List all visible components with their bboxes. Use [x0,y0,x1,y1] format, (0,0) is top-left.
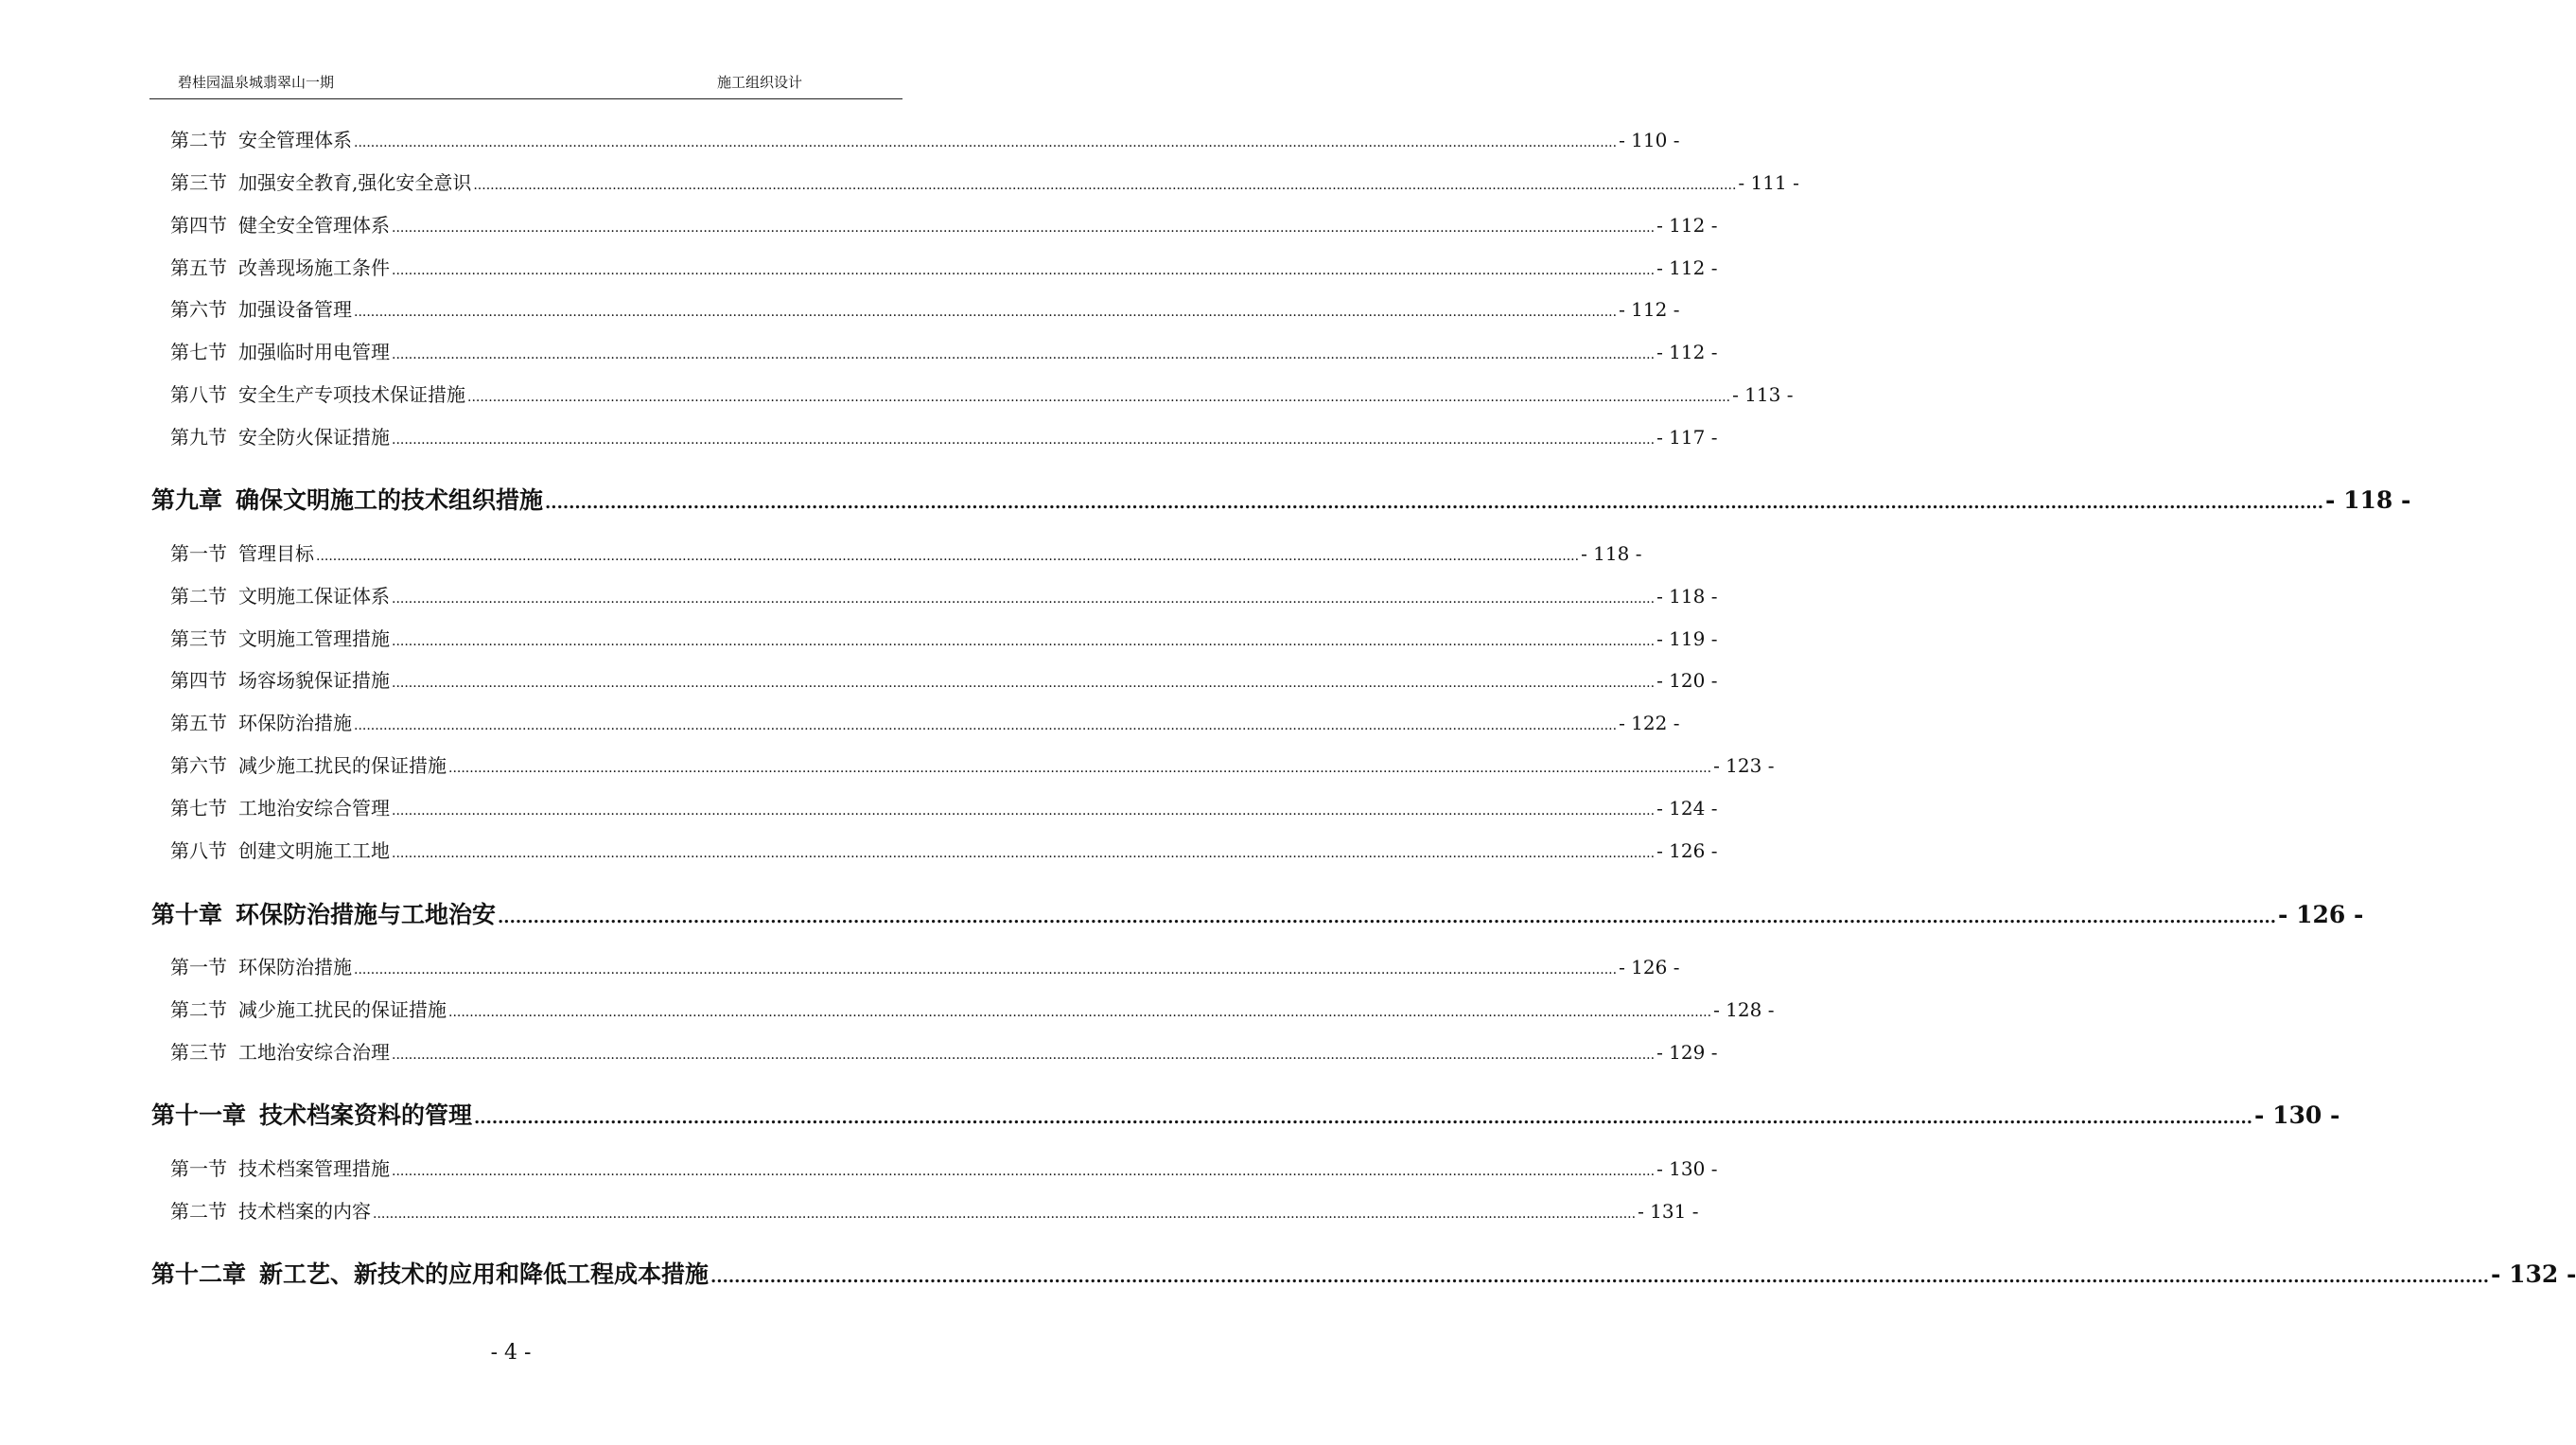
toc-entry-number: 第五节 [170,256,227,279]
toc-entry[interactable] [170,709,1680,737]
toc-entry-title: 场容场貌保证措施 [238,669,390,692]
toc-entry-page: - 126 - [1619,956,1680,978]
toc-entry-title: 改善现场施工条件 [238,256,390,279]
toc-entry[interactable] [170,751,1775,780]
toc-leader-dots: ............................................................................................................................................................................................................................................................................................................ [545,493,2324,513]
toc-leader-dots: ............................................................................................................................................................................................................................................................................................................ [354,135,1618,150]
toc-entry-page: - 112 - [1619,298,1680,321]
toc-entry-title: 环保防治措施 [238,712,352,734]
toc-entry-number: 第八节 [170,839,227,862]
toc-entry-page: - 123 - [1713,754,1775,777]
toc-chapter-entry[interactable] [151,483,2411,519]
toc-entry-title: 环保防治措施 [238,956,352,978]
toc-leader-dots: ............................................................................................................................................................................................................................................................................................................ [392,432,1656,448]
toc-entry[interactable] [170,380,1794,409]
toc-entry[interactable] [170,1197,1699,1225]
toc-entry-title: 减少施工扰民的保证措施 [238,754,447,777]
toc-entry-number: 第六节 [170,754,227,777]
toc-entry-title: 安全防火保证措施 [238,426,390,449]
toc-entry-page: - 119 - [1656,627,1718,650]
toc-leader-dots: ............................................................................................................................................................................................................................................................................................................ [392,634,1656,649]
toc-entry-title: 安全管理体系 [238,129,352,151]
toc-entry-page: - 113 - [1732,383,1794,406]
toc-entry-page: - 124 - [1656,797,1718,819]
toc-leader-dots: ............................................................................................................................................................................................................................................................................................................ [354,305,1618,320]
toc-entry-page: - 118 - [1656,585,1718,608]
toc-entry[interactable] [170,539,1642,568]
toc-leader-dots: ............................................................................................................................................................................................................................................................................................................ [392,591,1656,607]
toc-chapter-number: 第十章 [151,901,223,928]
toc-leader-dots: ............................................................................................................................................................................................................................................................................................................ [316,549,1580,564]
toc-leader-dots: ............................................................................................................................................................................................................................................................................................................ [392,263,1656,278]
toc-entry-page: - 110 - [1619,129,1680,151]
toc-entry-number: 第二节 [170,129,227,151]
toc-entry-title: 技术档案的内容 [238,1200,371,1223]
toc-entry-page: - 128 - [1713,998,1775,1021]
toc-entry-page: - 131 - [1638,1200,1699,1223]
toc-entry-title: 加强安全教育,强化安全意识 [238,171,472,194]
toc-chapter-number: 第十一章 [151,1101,247,1129]
toc-chapter-number: 第十二章 [151,1260,247,1288]
toc-entry-number: 第七节 [170,797,227,819]
toc-entry-title: 工地治安综合管理 [238,797,390,819]
toc-entry-title: 技术档案管理措施 [238,1157,390,1180]
toc-entry-page: - 120 - [1656,669,1718,692]
toc-leader-dots: ............................................................................................................................................................................................................................................................................................................ [392,220,1656,236]
toc-entry-page: - 117 - [1656,426,1718,449]
toc-entry[interactable] [170,423,1718,451]
toc-entry-title: 加强临时用电管理 [238,341,390,363]
toc-entry[interactable] [170,254,1718,282]
toc-entry-number: 第一节 [170,1157,227,1180]
toc-entry-number: 第九节 [170,426,227,449]
toc-leader-dots: ............................................................................................................................................................................................................................................................................................................ [467,390,1731,405]
toc-entry[interactable] [170,1038,1718,1066]
toc-entry-number: 第二节 [170,585,227,608]
toc-entry-number: 第五节 [170,712,227,734]
toc-entry-number: 第七节 [170,341,227,363]
toc-chapter-number: 第九章 [151,486,223,514]
toc-leader-dots: ............................................................................................................................................................................................................................................................................................................ [473,178,1737,193]
toc-leader-dots: ............................................................................................................................................................................................................................................................................................................ [710,1267,2490,1287]
toc-entry-page: - 112 - [1656,341,1718,363]
toc-entry-title: 加强设备管理 [238,298,352,321]
toc-entry-number: 第八节 [170,383,227,406]
toc-entry[interactable] [170,794,1718,822]
toc-leader-dots: ............................................................................................................................................................................................................................................................................................................ [392,1048,1656,1063]
toc-entry[interactable] [170,126,1680,154]
toc-chapter-title: 环保防治措施与工地治安 [236,901,497,928]
toc-entry[interactable] [170,295,1680,324]
toc-entry-page: - 112 - [1656,256,1718,279]
toc-chapter-title: 技术档案资料的管理 [259,1101,473,1129]
toc-entry-page: - 112 - [1656,214,1718,237]
toc-entry-title: 工地治安综合治理 [238,1041,390,1064]
toc-leader-dots: ............................................................................................................................................................................................................................................................................................................ [448,761,1712,776]
toc-entry-page: - 118 - [1581,542,1642,565]
toc-leader-dots: ............................................................................................................................................................................................................................................................................................................ [354,962,1618,978]
toc-entry[interactable] [170,1154,1718,1183]
toc-chapter-page: - 118 - [2325,486,2411,514]
toc-entry[interactable] [170,996,1775,1024]
toc-leader-dots: ............................................................................................................................................................................................................................................................................................................ [474,1108,2253,1128]
toc-entry-number: 第三节 [170,1041,227,1064]
toc-leader-dots: ............................................................................................................................................................................................................................................................................................................ [392,803,1656,819]
toc-entry-number: 第一节 [170,542,227,565]
toc-entry-title: 健全安全管理体系 [238,214,390,237]
toc-entry[interactable] [170,338,1718,366]
toc-entry-page: - 129 - [1656,1041,1718,1064]
toc-leader-dots: ............................................................................................................................................................................................................................................................................................................ [448,1005,1712,1020]
toc-chapter-entry[interactable] [151,1257,2576,1293]
toc-entry[interactable] [170,666,1718,695]
page-header [149,72,902,99]
toc-entry-title: 安全生产专项技术保证措施 [238,383,465,406]
toc-entry-title: 创建文明施工工地 [238,839,390,862]
toc-chapter-page: - 132 - [2491,1260,2576,1288]
toc-entry-page: - 130 - [1656,1157,1718,1180]
toc-chapter-title: 确保文明施工的技术组织措施 [236,486,544,514]
toc-entry-title: 管理目标 [238,542,314,565]
toc-entry-number: 第一节 [170,956,227,978]
toc-entry[interactable] [170,168,1799,197]
toc-entry[interactable] [170,625,1718,653]
toc-entry-title: 文明施工管理措施 [238,627,390,650]
toc-leader-dots: ............................................................................................................................................................................................................................................................................................................ [392,1164,1656,1179]
toc-leader-dots: ............................................................................................................................................................................................................................................................................................................ [373,1207,1637,1222]
toc-entry[interactable] [170,582,1718,610]
toc-chapter-entry[interactable] [151,897,2364,933]
toc-entry-number: 第四节 [170,669,227,692]
toc-entry-number: 第二节 [170,998,227,1021]
toc-entry-number: 第四节 [170,214,227,237]
toc-entry-page: - 126 - [1656,839,1718,862]
toc-entry-number: 第六节 [170,298,227,321]
toc-chapter-title: 新工艺、新技术的应用和降低工程成本措施 [259,1260,710,1288]
toc-entry-number: 第三节 [170,171,227,194]
toc-chapter-entry[interactable] [151,1098,2340,1134]
toc-entry-title: 减少施工扰民的保证措施 [238,998,447,1021]
toc-entry-title: 文明施工保证体系 [238,585,390,608]
toc-entry-page: - 122 - [1619,712,1680,734]
toc-chapter-page: - 126 - [2278,901,2364,928]
toc-entry[interactable] [170,953,1680,981]
header-project-name: 碧桂园温泉城翡翠山一期 [178,74,335,91]
toc-leader-dots: ............................................................................................................................................................................................................................................................................................................ [354,718,1618,733]
toc-chapter-page: - 130 - [2254,1101,2340,1129]
toc-entry-number: 第三节 [170,627,227,650]
toc-leader-dots: ............................................................................................................................................................................................................................................................................................................ [392,846,1656,861]
header-document-title: 施工组织设计 [716,74,802,91]
page-number: - 4 - [490,1341,532,1365]
toc-leader-dots: ............................................................................................................................................................................................................................................................................................................ [392,347,1656,362]
toc-entry-page: - 111 - [1738,171,1799,194]
toc-leader-dots: ............................................................................................................................................................................................................................................................................................................ [498,908,2277,927]
toc-leader-dots: ............................................................................................................................................................................................................................................................................................................ [392,676,1656,691]
toc-entry[interactable] [170,837,1718,865]
toc-entry[interactable] [170,211,1718,239]
toc-entry-number: 第二节 [170,1200,227,1223]
